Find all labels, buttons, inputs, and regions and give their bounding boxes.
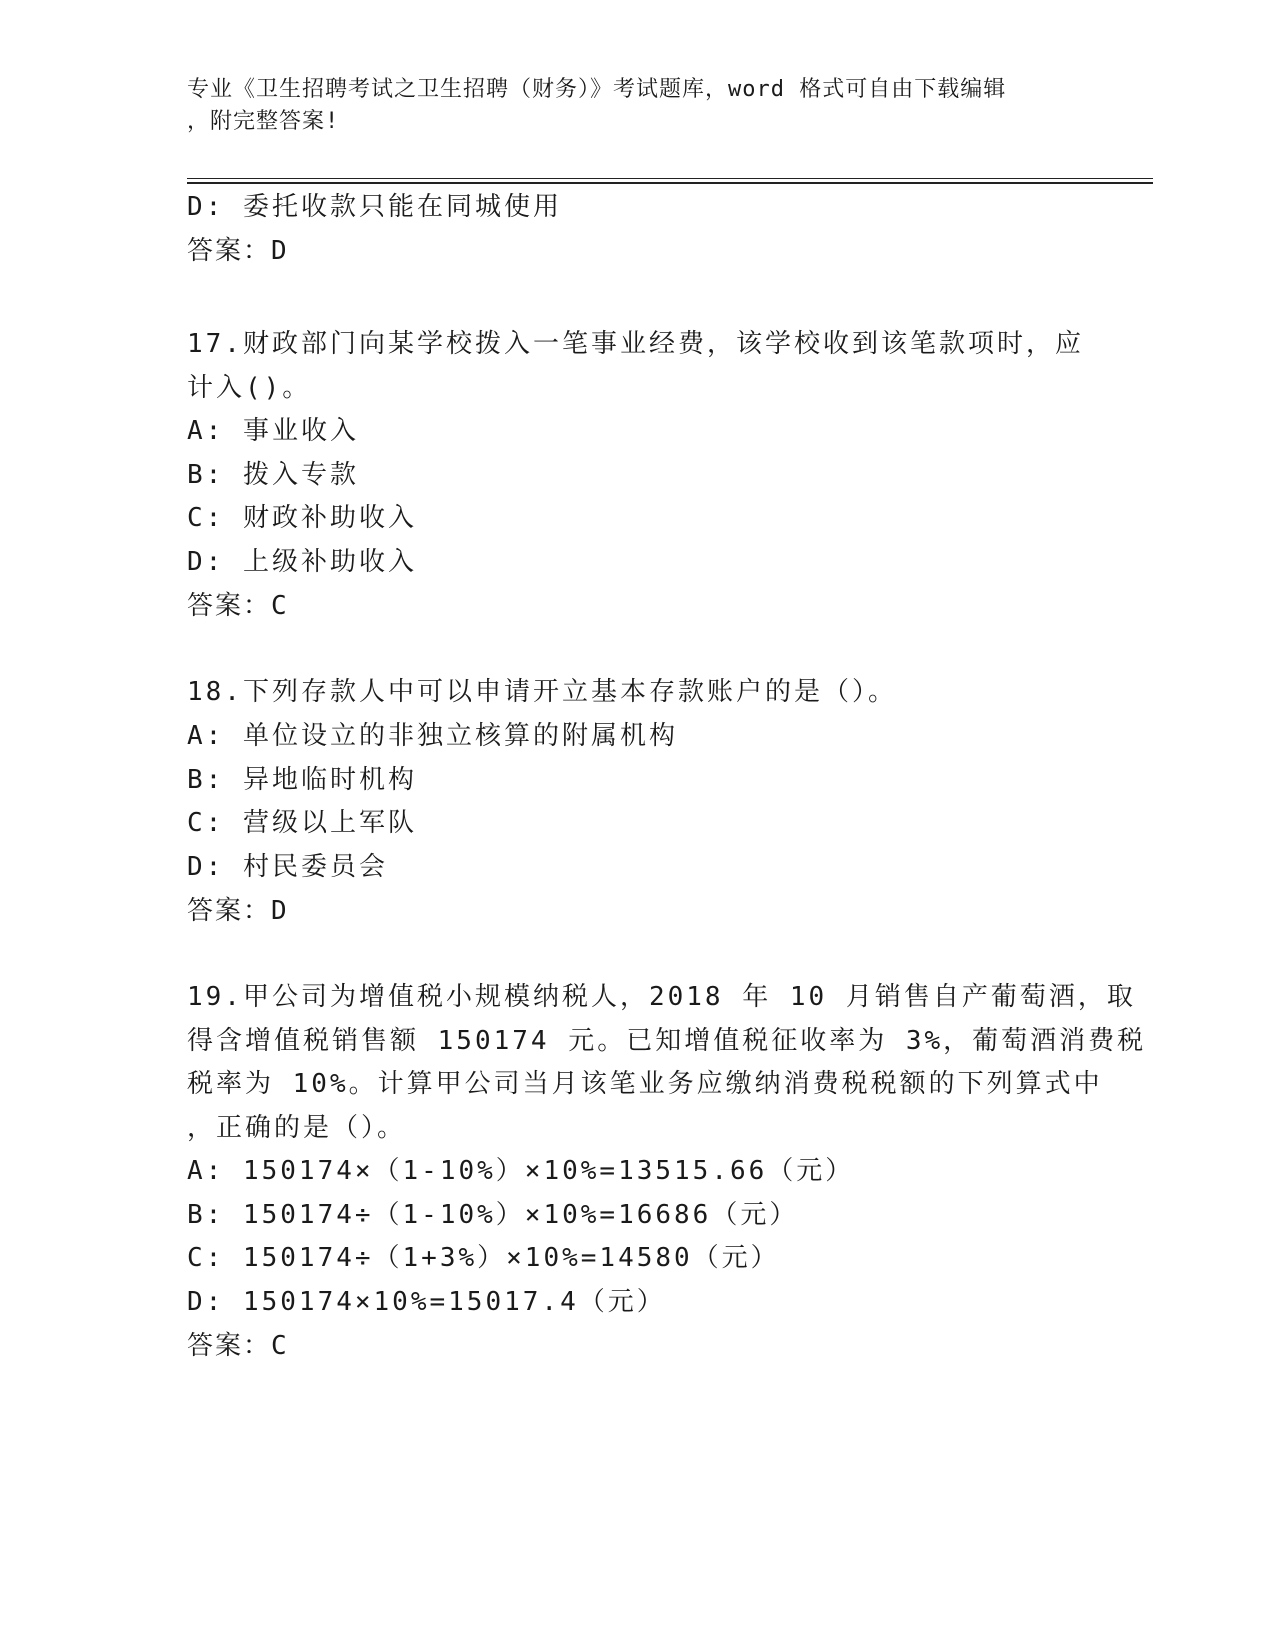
q18-answer: 答案：D — [187, 896, 289, 926]
q19-option-d: D: 150174×10%=15017.4（元） — [187, 1287, 666, 1317]
q19-option-b: B: 150174÷（1-10%）×10%=16686（元） — [187, 1200, 799, 1230]
q18-option-b: B: 异地临时机构 — [187, 765, 417, 795]
q17-option-b: B: 拨入专款 — [187, 460, 359, 490]
q18-option-d: D: 村民委员会 — [187, 852, 388, 882]
header-line-1: 专业《卫生招聘考试之卫生招聘（财务）》考试题库，word 格式可自由下载编辑 — [187, 77, 1007, 102]
q19-option-a: A: 150174×（1-10%）×10%=13515.66（元） — [187, 1156, 855, 1186]
q18-option-c: C: 营级以上军队 — [187, 808, 417, 838]
q17-option-c: C: 财政补助收入 — [187, 503, 417, 533]
q18-option-a: A: 单位设立的非独立核算的附属机构 — [187, 721, 678, 751]
q19-stem-line-2: 得含增值税销售额 150174 元。已知增值税征收率为 3%，葡萄酒消费税 — [187, 1026, 1147, 1056]
header-divider-thin — [187, 178, 1153, 179]
q19-answer: 答案：C — [187, 1331, 289, 1361]
q18-stem-line-1: 18.下列存款人中可以申请开立基本存款账户的是（）。 — [187, 677, 897, 707]
q19-option-c: C: 150174÷（1+3%）×10%=14580（元） — [187, 1243, 780, 1273]
q16-answer: 答案：D — [187, 236, 289, 266]
q19-stem-line-1: 19.甲公司为增值税小规模纳税人，2018 年 10 月销售自产葡萄酒，取 — [187, 982, 1136, 1012]
q19-stem-line-4: ，正确的是（）。 — [187, 1113, 407, 1143]
q17-stem-line-2: 计入()。 — [187, 373, 312, 403]
q19-stem-line-3: 税率为 10%。计算甲公司当月该笔业务应缴纳消费税税额的下列算式中 — [187, 1069, 1103, 1099]
q17-option-a: A: 事业收入 — [187, 416, 359, 446]
q17-answer: 答案：C — [187, 591, 289, 621]
q17-stem-line-1: 17.财政部门向某学校拨入一笔事业经费，该学校收到该笔款项时，应 — [187, 329, 1084, 359]
q16-option-d: D: 委托收款只能在同城使用 — [187, 192, 562, 222]
header-divider-thick — [187, 182, 1153, 184]
header-line-2: ，附完整答案! — [187, 109, 340, 134]
document-header — [187, 74, 1087, 138]
q17-option-d: D: 上级补助收入 — [187, 547, 417, 577]
